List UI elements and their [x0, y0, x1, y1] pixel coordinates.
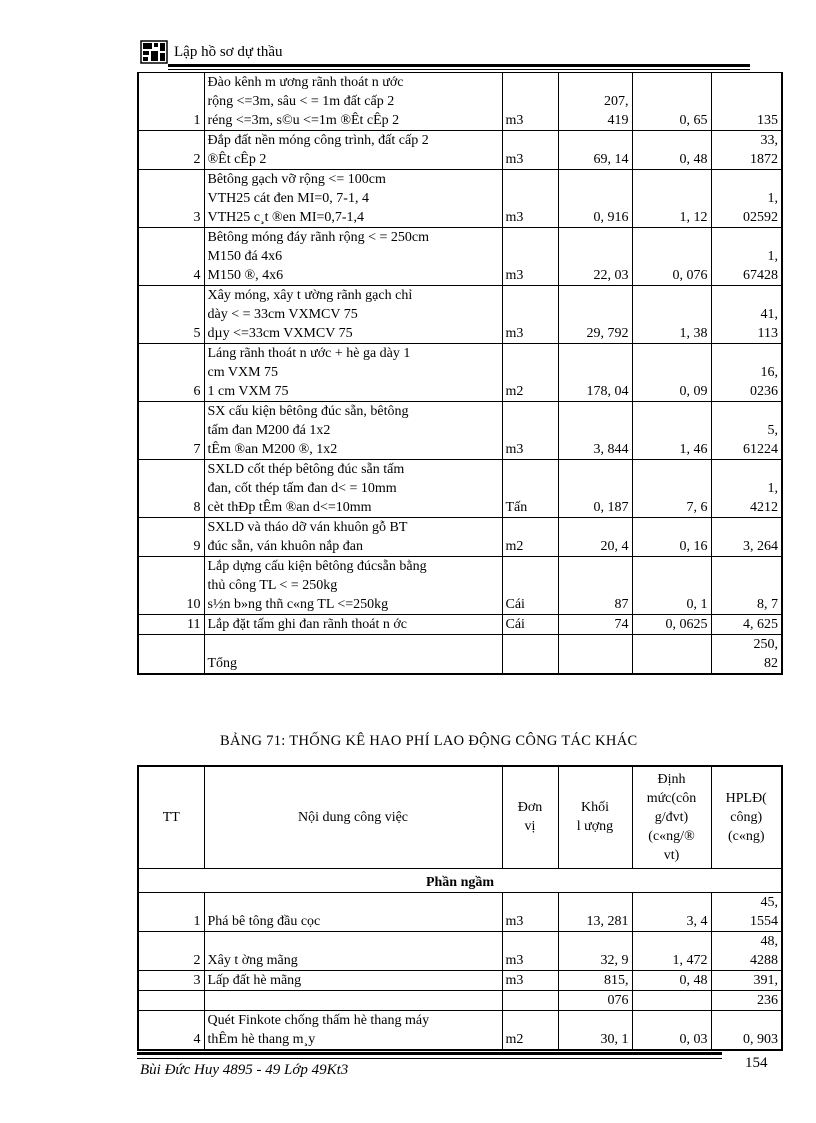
cell-unit: m3: [502, 892, 558, 931]
cell-tt: 4: [138, 1010, 204, 1050]
cell-norm: 0, 48: [632, 970, 711, 990]
cell-tt: 11: [138, 615, 204, 635]
cell-norm: 0, 65: [632, 73, 711, 131]
cell-tt: 4: [138, 228, 204, 286]
cell-description: SXLD và tháo dỡ ván khuôn gỗ BT đúc sẵn, ván khuôn nắp đan: [204, 518, 502, 557]
header-title: Lập hồ sơ dự thầu: [174, 44, 283, 60]
cell-quantity: 178, 04: [558, 344, 632, 402]
cell-labor: 3, 264: [711, 518, 782, 557]
cell-norm: [632, 990, 711, 1010]
cell-description: Bêtông gạch vỡ rộng <= 100cm VTH25 cát đen MI=0, 7-1, 4 VTH25 c¸t ®en MI=0,7-1,4: [204, 170, 502, 228]
cell-labor: 16, 0236: [711, 344, 782, 402]
table-row: [138, 970, 782, 990]
cell-description: Quét Finkote chống thấm hè thang máy thÊm hè thang m¸y: [204, 1010, 502, 1050]
col-header-norm: Định mức(côn g/đvt) (c«ng/® vt): [632, 766, 711, 868]
cell-quantity: 87: [558, 557, 632, 615]
cell-description: Lắp dựng cấu kiện bêtông đúcsẵn bằng thủ công TL < = 250kg s½n b»ng thñ c«ng TL <=250kg: [204, 557, 502, 615]
table-row: [138, 615, 782, 635]
cell-quantity: [558, 635, 632, 675]
cell-norm: 0, 48: [632, 131, 711, 170]
cell-norm: 1, 472: [632, 931, 711, 970]
cell-description: SX cấu kiện bêtông đúc sẵn, bêtông tấm đan M200 đá 1x2 tÊm ®an M200 ®, 1x2: [204, 402, 502, 460]
cell-description: Đắp đất nền móng công trình, đất cấp 2 ®Êt cÊp 2: [204, 131, 502, 170]
table-row: [138, 402, 782, 460]
table-row: [138, 518, 782, 557]
table-row: [138, 990, 782, 1010]
cell-tt: 1: [138, 892, 204, 931]
cell-unit: m2: [502, 518, 558, 557]
cell-tt: 2: [138, 931, 204, 970]
cell-unit: m3: [502, 970, 558, 990]
cell-description: Xây t ờng mãng: [204, 931, 502, 970]
cell-description: Bêtông móng đáy rãnh rộng < = 250cm M150 đá 4x6 M150 ®, 4x6: [204, 228, 502, 286]
col-header-description: Nội dung công việc: [204, 766, 502, 868]
cell-labor: 41, 113: [711, 286, 782, 344]
cell-description: Đào kênh m ương rãnh thoát n ước rộng <=3m, sâu < = 1m đất cấp 2 réng <=3m, s©u <=1m ®Êt cÊp 2: [204, 73, 502, 131]
col-header-unit: Đơn vị: [502, 766, 558, 868]
table-row: [138, 228, 782, 286]
cell-labor: 391,: [711, 970, 782, 990]
cell-norm: 1, 12: [632, 170, 711, 228]
cell-unit: m2: [502, 1010, 558, 1050]
table-row: [138, 635, 782, 675]
cell-unit: m3: [502, 228, 558, 286]
col-header-tt: TT: [138, 766, 204, 868]
cell-quantity: 0, 916: [558, 170, 632, 228]
cell-quantity: 0, 187: [558, 460, 632, 518]
cell-quantity: 20, 4: [558, 518, 632, 557]
cell-unit: [502, 635, 558, 675]
document-logo-icon: [140, 40, 168, 64]
section-title: Phần ngầm: [138, 868, 782, 892]
table-row: [138, 131, 782, 170]
cell-labor: 48, 4288: [711, 931, 782, 970]
cell-description: Lấp đất hè mãng: [204, 970, 502, 990]
cell-labor: 0, 903: [711, 1010, 782, 1050]
cell-tt: [138, 635, 204, 675]
table-row: [138, 344, 782, 402]
cell-quantity: 3, 844: [558, 402, 632, 460]
col-header-labor: HPLĐ( công) (c«ng): [711, 766, 782, 868]
cell-norm: 1, 38: [632, 286, 711, 344]
cell-unit: Cái: [502, 615, 558, 635]
cell-norm: 0, 1: [632, 557, 711, 615]
table-row: [138, 557, 782, 615]
table-row: [138, 931, 782, 970]
cell-unit: m3: [502, 931, 558, 970]
cell-tt: 3: [138, 970, 204, 990]
table-row: [138, 892, 782, 931]
cell-description: Tổng: [204, 635, 502, 675]
cell-labor: 8, 7: [711, 557, 782, 615]
cell-labor: 45, 1554: [711, 892, 782, 931]
cell-labor: 1, 4212: [711, 460, 782, 518]
cell-tt: 7: [138, 402, 204, 460]
cell-unit: m3: [502, 131, 558, 170]
footer-author: Bùi Đức Huy 4895 - 49 Lớp 49Kt3: [140, 1062, 349, 1078]
cell-norm: 0, 076: [632, 228, 711, 286]
cell-unit: [502, 990, 558, 1010]
table-row: [138, 1010, 782, 1050]
cell-unit: m3: [502, 170, 558, 228]
cell-quantity: 29, 792: [558, 286, 632, 344]
cell-norm: [632, 635, 711, 675]
cell-quantity: 13, 281: [558, 892, 632, 931]
cell-description: SXLD cốt thép bêtông đúc sẵn tấm đan, cốt thép tấm đan d< = 10mm cèt thÐp tÊm ®an d<=10mm: [204, 460, 502, 518]
header-rule: [168, 64, 750, 67]
cell-labor: 4, 625: [711, 615, 782, 635]
cell-labor: 1, 02592: [711, 170, 782, 228]
table-row: [138, 286, 782, 344]
cell-labor: 236: [711, 990, 782, 1010]
cell-quantity: 207, 419: [558, 73, 632, 131]
cell-tt: 6: [138, 344, 204, 402]
cell-norm: 3, 4: [632, 892, 711, 931]
cell-tt: 9: [138, 518, 204, 557]
cell-quantity: 815,: [558, 970, 632, 990]
cell-quantity: 32, 9: [558, 931, 632, 970]
cell-tt: 5: [138, 286, 204, 344]
cell-norm: 0, 09: [632, 344, 711, 402]
table-caption: BẢNG 71: THỐNG KÊ HAO PHÍ LAO ĐỘNG CÔNG TÁC KHÁC: [220, 733, 638, 749]
labor-cost-table: [137, 765, 783, 1051]
cell-unit: Cái: [502, 557, 558, 615]
footer-rule: [137, 1052, 722, 1055]
footer-rule-thin: [137, 1058, 722, 1059]
cell-labor: 5, 61224: [711, 402, 782, 460]
cell-norm: 0, 03: [632, 1010, 711, 1050]
header-rule-thin: [168, 69, 750, 70]
cell-description: [204, 990, 502, 1010]
cell-norm: 1, 46: [632, 402, 711, 460]
cell-description: Phá bê tông đầu cọc: [204, 892, 502, 931]
cell-unit: m2: [502, 344, 558, 402]
cell-tt: 10: [138, 557, 204, 615]
table-row: [138, 73, 782, 131]
cell-tt: [138, 990, 204, 1010]
cell-description: Láng rãnh thoát n ước + hè ga dày 1 cm VXM 75 1 cm VXM 75: [204, 344, 502, 402]
cell-quantity: 30, 1: [558, 1010, 632, 1050]
work-quantity-table: [137, 72, 783, 675]
cell-norm: 0, 16: [632, 518, 711, 557]
cell-tt: 2: [138, 131, 204, 170]
cell-tt: 1: [138, 73, 204, 131]
cell-labor: 250, 82: [711, 635, 782, 675]
cell-labor: 1, 67428: [711, 228, 782, 286]
cell-unit: Tấn: [502, 460, 558, 518]
cell-unit: m3: [502, 73, 558, 131]
cell-quantity: 74: [558, 615, 632, 635]
cell-quantity: 69, 14: [558, 131, 632, 170]
page-header: [140, 38, 750, 68]
cell-tt: 8: [138, 460, 204, 518]
table-row: [138, 170, 782, 228]
col-header-quantity: Khối l ượng: [558, 766, 632, 868]
cell-unit: m3: [502, 402, 558, 460]
table-row: [138, 460, 782, 518]
cell-norm: 0, 0625: [632, 615, 711, 635]
cell-description: Lắp đặt tấm ghi đan rãnh thoát n ớc: [204, 615, 502, 635]
cell-norm: 7, 6: [632, 460, 711, 518]
cell-description: Xây móng, xây t ường rãnh gạch chỉ dày < = 33cm VXMCV 75 dµy <=33cm VXMCV 75: [204, 286, 502, 344]
cell-labor: 135: [711, 73, 782, 131]
cell-labor: 33, 1872: [711, 131, 782, 170]
cell-unit: m3: [502, 286, 558, 344]
page-number: 154: [745, 1055, 768, 1071]
cell-quantity: 22, 03: [558, 228, 632, 286]
cell-tt: 3: [138, 170, 204, 228]
cell-quantity: 076: [558, 990, 632, 1010]
